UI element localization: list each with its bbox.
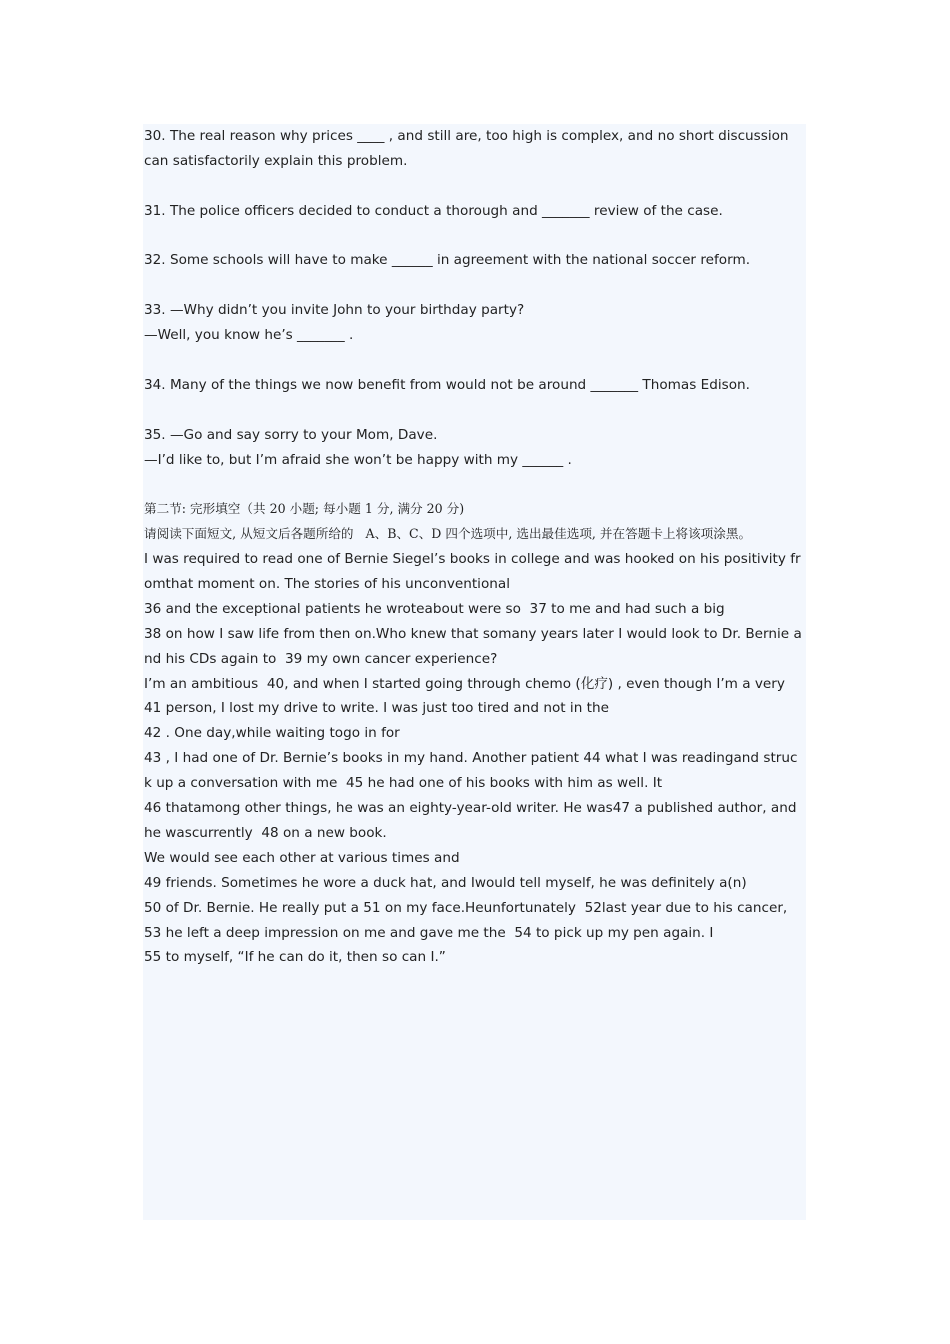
question-34: 34. Many of the things we now benefit from would not be around _______ Thomas Edison. [144, 376, 750, 393]
passage-line: 42 . One day,while waiting togo in for [144, 725, 400, 742]
passage-line: 41 person, I lost my drive to write. I was just too tired and not in the [144, 700, 609, 717]
options-39 [144, 1045, 806, 1070]
question-35-reply: —I’d like to, but I’m afraid she won’t be happy with my ______ . [144, 451, 572, 468]
question-32: 32. Some schools will have to make ______ in agreement with the national soccer reform. [144, 252, 751, 269]
options-34 [144, 398, 806, 423]
passage-line: he wascurrently 48 on a new book. [144, 824, 387, 841]
options-41 [144, 1095, 806, 1120]
options-44 [144, 1169, 806, 1194]
section-instructions: 请阅读下面短文, 从短文后各题所给的 A、B、C、D 四个选项中, 选出最佳选项, 并在答题卡上将该项涂黑。 [144, 526, 752, 542]
options-38 [144, 1020, 806, 1045]
passage-line: 50 of Dr. Bernie. He really put a 51 on my face.Heunfortunately 52last year due to his cancer, [144, 899, 788, 916]
question-33-reply: —Well, you know he’s _______ . [144, 327, 354, 344]
section-heading: 第二节: 完形填空（共 20 小题; 每小题 1 分, 满分 20 分) [144, 501, 465, 517]
options-37 [144, 995, 806, 1020]
passage-line: 46 thatamong other things, he was an eighty-year-old writer. He was47 a published author, and [144, 800, 797, 817]
passage-line: I was required to read one of Bernie Siegel’s books in college and was hooked on his positivity fr [144, 551, 801, 568]
passage-line: 36 and the exceptional patients he wroteabout were so 37 to me and had such a big [144, 600, 725, 617]
options-35 [144, 472, 806, 497]
options-45 [144, 1194, 806, 1219]
options-32 [144, 273, 806, 298]
question-35: 35. —Go and say sorry to your Mom, Dave. [144, 426, 438, 443]
passage-line: nd his CDs again to 39 my own cancer experience? [144, 650, 498, 667]
passage-line: 53 he left a deep impression on me and gave me the 54 to pick up my pen again. I [144, 924, 714, 941]
passage-line: 38 on how I saw life from then on.Who knew that somany years later I would look to Dr. Bernie a [144, 625, 802, 642]
options-33 [144, 348, 806, 373]
options-43 [144, 1145, 806, 1170]
question-30: 30. The real reason why prices ____ , and still are, too high is complex, and no short discussion [144, 128, 789, 144]
passage-line: 43 , I had one of Dr. Bernie’s books in my hand. Another patient 44 what I was readingand struc [144, 750, 798, 767]
question-30-cont: can satisfactorily explain this problem. [144, 152, 408, 169]
options-31 [144, 224, 806, 249]
question-31: 31. The police officers decided to conduct a thorough and _______ review of the case. [144, 202, 723, 219]
options-42 [144, 1120, 806, 1145]
passage-line: 49 friends. Sometimes he wore a duck hat, and Iwould tell myself, he was definitely a(n) [144, 874, 747, 891]
passage-line: 55 to myself, “If he can do it, then so can I.” [144, 949, 446, 966]
passage-line: k up a conversation with me 45 he had one of his books with him as well. It [144, 775, 663, 792]
passage-line: We would see each other at various times and [144, 849, 460, 866]
passage-line: omthat moment on. The stories of his unconventional [144, 576, 510, 593]
options-40 [144, 1070, 806, 1095]
options-36 [144, 970, 806, 995]
options-30 [144, 174, 806, 199]
passage-line: I’m an ambitious 40, and when I started going through chemo (化疗) , even though I’m a very [144, 675, 785, 692]
question-33: 33. —Why didn’t you invite John to your birthday party? [144, 302, 525, 319]
exam-document [144, 124, 806, 1219]
